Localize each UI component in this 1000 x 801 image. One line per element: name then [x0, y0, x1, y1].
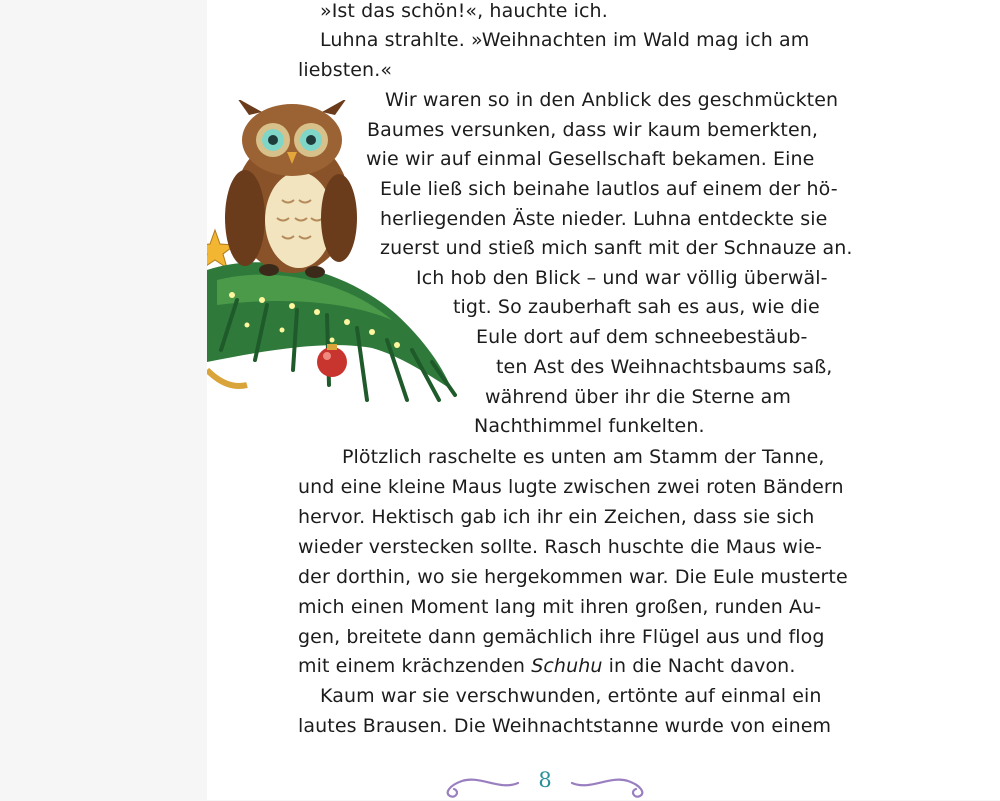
text-line: tigt. So zauberhaft sah es aus, wie die	[453, 296, 820, 318]
text-line: mich einen Moment lang mit ihren großen, runden Au-	[298, 596, 822, 618]
text-segment: mit einem krächzenden	[298, 655, 532, 677]
text-line: Ich hob den Blick – und war völlig überwäl-	[416, 267, 828, 289]
text-line: Nachthimmel funkelten.	[474, 415, 705, 437]
text-line: Kaum war sie verschwunden, ertönte auf einmal ein	[320, 685, 822, 707]
text-line: herliegenden Äste nieder. Luhna entdeckte sie	[380, 208, 828, 230]
text-line	[298, 651, 795, 681]
text-line: Baumes versunken, dass wir kaum bemerkten,	[367, 119, 819, 141]
text-line: hervor. Hektisch gab ich ihr ein Zeichen, dass sie sich	[298, 506, 815, 528]
text-line: wie wir auf einmal Gesellschaft bekamen. Eine	[366, 148, 815, 170]
text-line: Luhna strahlte. »Weihnachten im Wald mag ich am	[320, 29, 810, 51]
text-line: lautes Brausen. Die Weihnachtstanne wurde von einem	[298, 715, 832, 737]
text-line: Eule dort auf dem schneebestäub-	[476, 326, 808, 348]
text-segment: in die Nacht davon.	[602, 655, 796, 677]
text-line: ten Ast des Weihnachtsbaums saß,	[496, 356, 833, 378]
page-number: 8	[538, 768, 552, 792]
text-line: während über ihr die Sterne am	[485, 386, 791, 408]
emphasis-text: Schuhu	[531, 655, 603, 677]
text-line: der dorthin, wo sie hergekommen war. Die Eule musterte	[298, 566, 848, 588]
text-line: gen, breitete dann gemächlich ihre Flügel aus und flog	[298, 626, 825, 648]
text-line: Plötzlich raschelte es unten am Stamm der Tanne,	[342, 446, 825, 468]
text-line: wieder verstecken sollte. Rasch huschte die Maus wie-	[298, 536, 822, 558]
text-line: Wir waren so in den Anblick des geschmückten	[385, 89, 839, 111]
text-line: liebsten.«	[298, 59, 393, 81]
text-line: zuerst und stieß mich sanft mit der Schnauze an.	[380, 237, 853, 259]
text-line: und eine kleine Maus lugte zwischen zwei roten Bändern	[298, 476, 844, 498]
text-line: »Ist das schön!«, hauchte ich.	[320, 0, 608, 22]
text-line: Eule ließ sich beinahe lautlos auf einem der hö-	[380, 178, 838, 200]
